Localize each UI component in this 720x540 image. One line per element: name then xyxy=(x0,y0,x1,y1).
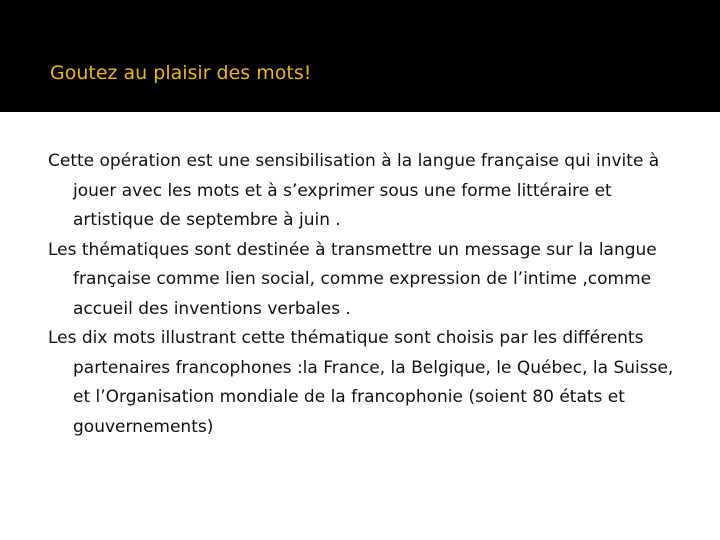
paragraph-intro: Cette opération est une sensibilisation à la langue française qui invite à jouer avec les mots et à s’exprimer sous une forme littéraire et artistique de septembre à juin . xyxy=(48,151,660,230)
slide-content xyxy=(48,147,688,442)
slide-title: Goutez au plaisir des mots! xyxy=(50,62,312,84)
title-bar xyxy=(0,0,720,112)
paragraph-themes: Les thématiques sont destinée à transmettre un message sur la langue française comme lien social, comme expression de l’intime ,comme accueil des inventions verbales . xyxy=(48,239,657,319)
paragraph-partners: Les dix mots illustrant cette thématique sont choisis par les différents partenaires francophones :la France, la Belgique, le Québec, la Suisse, et l’Organisation mondiale de la francophonie (soient 80 états et gouvernements) xyxy=(48,328,674,437)
